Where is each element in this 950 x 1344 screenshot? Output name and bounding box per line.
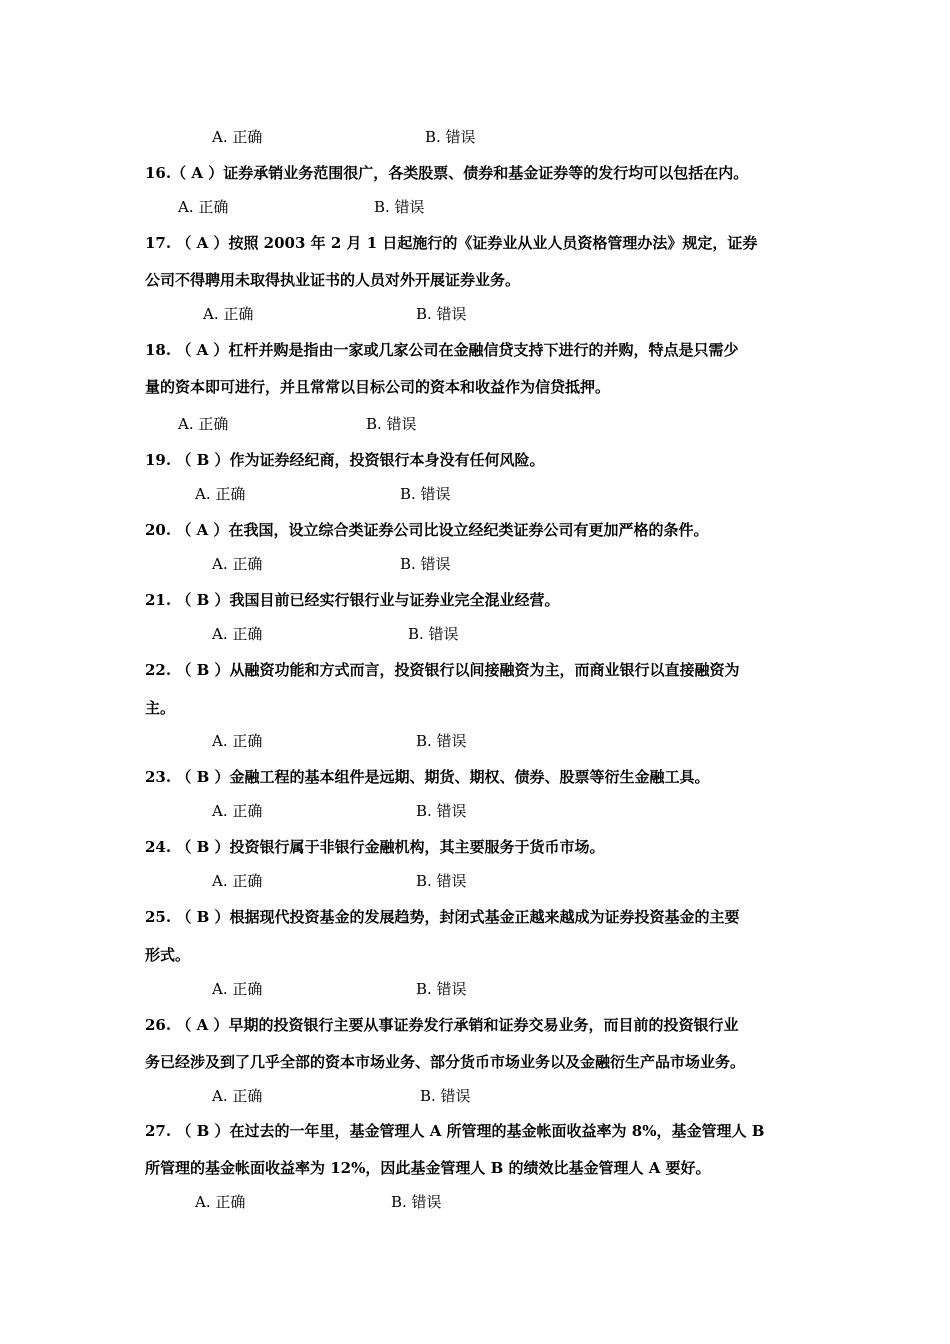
- question-text: 作为证券经纪商，投资银行本身没有任何风险。: [229, 451, 545, 469]
- answer-marker: （ B ）: [176, 451, 230, 469]
- question-text: 金融工程的基本组件是远期、期货、期权、债券、股票等衍生金融工具。: [229, 768, 710, 786]
- question-text: 从融资功能和方式而言，投资银行以间接融资为主，而商业银行以直接融资为: [229, 661, 740, 679]
- option-b: B. 错误: [408, 625, 459, 643]
- answer-marker: （ A ）: [176, 234, 229, 252]
- option-a: A. 正确: [212, 128, 263, 146]
- question-number: 25.: [145, 908, 172, 926]
- answer-marker: （ B ）: [176, 1122, 230, 1140]
- question-17: [145, 233, 757, 253]
- answer-marker: （ A ）: [176, 521, 229, 539]
- question-24: [145, 837, 604, 857]
- question-number: 17.: [145, 234, 172, 252]
- question-number: 24.: [145, 838, 172, 856]
- question-27: [145, 1121, 764, 1141]
- question-number: 27.: [145, 1122, 172, 1140]
- option-b: B. 错误: [425, 128, 476, 146]
- option-b: B. 错误: [416, 980, 467, 998]
- question-number: 22.: [145, 661, 172, 679]
- answer-marker: （ B ）: [176, 908, 230, 926]
- question-22: [145, 660, 739, 680]
- option-b: B. 错误: [366, 415, 417, 433]
- question-text: 投资银行属于非银行金融机构，其主要服务于货币市场。: [229, 838, 605, 856]
- question-23: [145, 767, 709, 787]
- question-number: 16.: [145, 164, 172, 182]
- option-a: A. 正确: [212, 1087, 263, 1105]
- question-text: 早期的投资银行主要从事证券发行承销和证券交易业务，而目前的投资银行业: [228, 1016, 739, 1034]
- option-b: B. 错误: [416, 732, 467, 750]
- question-20: [145, 520, 708, 540]
- option-b: B. 错误: [400, 485, 451, 503]
- question-text-cont: 所管理的基金帐面收益率为 12%，因此基金管理人 B 的绩效比基金管理人 A 要好。: [145, 1159, 711, 1177]
- question-number: 20.: [145, 521, 172, 539]
- question-text: 在我国，设立综合类证券公司比设立经纪类证券公司有更加严格的条件。: [228, 521, 709, 539]
- option-b: B. 错误: [391, 1193, 442, 1211]
- option-b: B. 错误: [416, 872, 467, 890]
- option-a: A. 正确: [178, 415, 229, 433]
- answer-marker: （ A ）: [171, 164, 224, 182]
- question-number: 26.: [145, 1016, 172, 1034]
- option-a: A. 正确: [195, 1193, 246, 1211]
- question-text: 杠杆并购是指由一家或几家公司在金融信贷支持下进行的并购，特点是只需少: [228, 341, 739, 359]
- question-18: [145, 340, 738, 360]
- question-number: 19.: [145, 451, 172, 469]
- answer-marker: （ B ）: [176, 591, 230, 609]
- question-number: 18.: [145, 341, 172, 359]
- question-21: [145, 590, 559, 610]
- question-text-cont: 公司不得聘用未取得执业证书的人员对外开展证券业务。: [145, 271, 521, 289]
- option-a: A. 正确: [212, 732, 263, 750]
- answer-marker: （ B ）: [176, 838, 230, 856]
- question-19: [145, 450, 544, 470]
- question-number: 21.: [145, 591, 172, 609]
- question-text: 我国目前已经实行银行业与证券业完全混业经营。: [229, 591, 560, 609]
- answer-marker: （ A ）: [176, 341, 229, 359]
- option-b: B. 错误: [374, 198, 425, 216]
- option-b: B. 错误: [416, 802, 467, 820]
- question-text-cont: 量的资本即可进行，并且常常以目标公司的资本和收益作为信贷抵押。: [145, 378, 611, 396]
- option-a: A. 正确: [195, 485, 246, 503]
- question-text-cont: 务已经涉及到了几乎全部的资本市场业务、部分货币市场业务以及金融衍生产品市场业务。: [145, 1053, 746, 1071]
- option-b: B. 错误: [420, 1087, 471, 1105]
- option-a: A. 正确: [212, 872, 263, 890]
- option-a: A. 正确: [212, 625, 263, 643]
- question-text-cont: 主。: [145, 699, 176, 717]
- option-b: B. 错误: [416, 305, 467, 323]
- question-text-cont: 形式。: [145, 946, 191, 964]
- question-25: [145, 907, 739, 927]
- question-text: 证券承销业务范围很广，各类股票、债券和基金证券等的发行均可以包括在内。: [223, 164, 749, 182]
- option-a: A. 正确: [212, 980, 263, 998]
- option-a: A. 正确: [178, 198, 229, 216]
- question-text: 在过去的一年里，基金管理人 A 所管理的基金帐面收益率为 8%，基金管理人 B: [229, 1122, 765, 1140]
- option-a: A. 正确: [212, 555, 263, 573]
- question-text: 根据现代投资基金的发展趋势，封闭式基金正越来越成为证券投资基金的主要: [229, 908, 740, 926]
- option-a: A. 正确: [212, 802, 263, 820]
- answer-marker: （ B ）: [176, 661, 230, 679]
- option-a: A. 正确: [203, 305, 254, 323]
- answer-marker: （ B ）: [176, 768, 230, 786]
- question-text: 按照 2003 年 2 月 1 日起施行的《证券业从业人员资格管理办法》规定，证券: [228, 234, 758, 252]
- question-number: 23.: [145, 768, 172, 786]
- question-26: [145, 1015, 738, 1035]
- question-16: [145, 163, 748, 183]
- answer-marker: （ A ）: [176, 1016, 229, 1034]
- option-b: B. 错误: [400, 555, 451, 573]
